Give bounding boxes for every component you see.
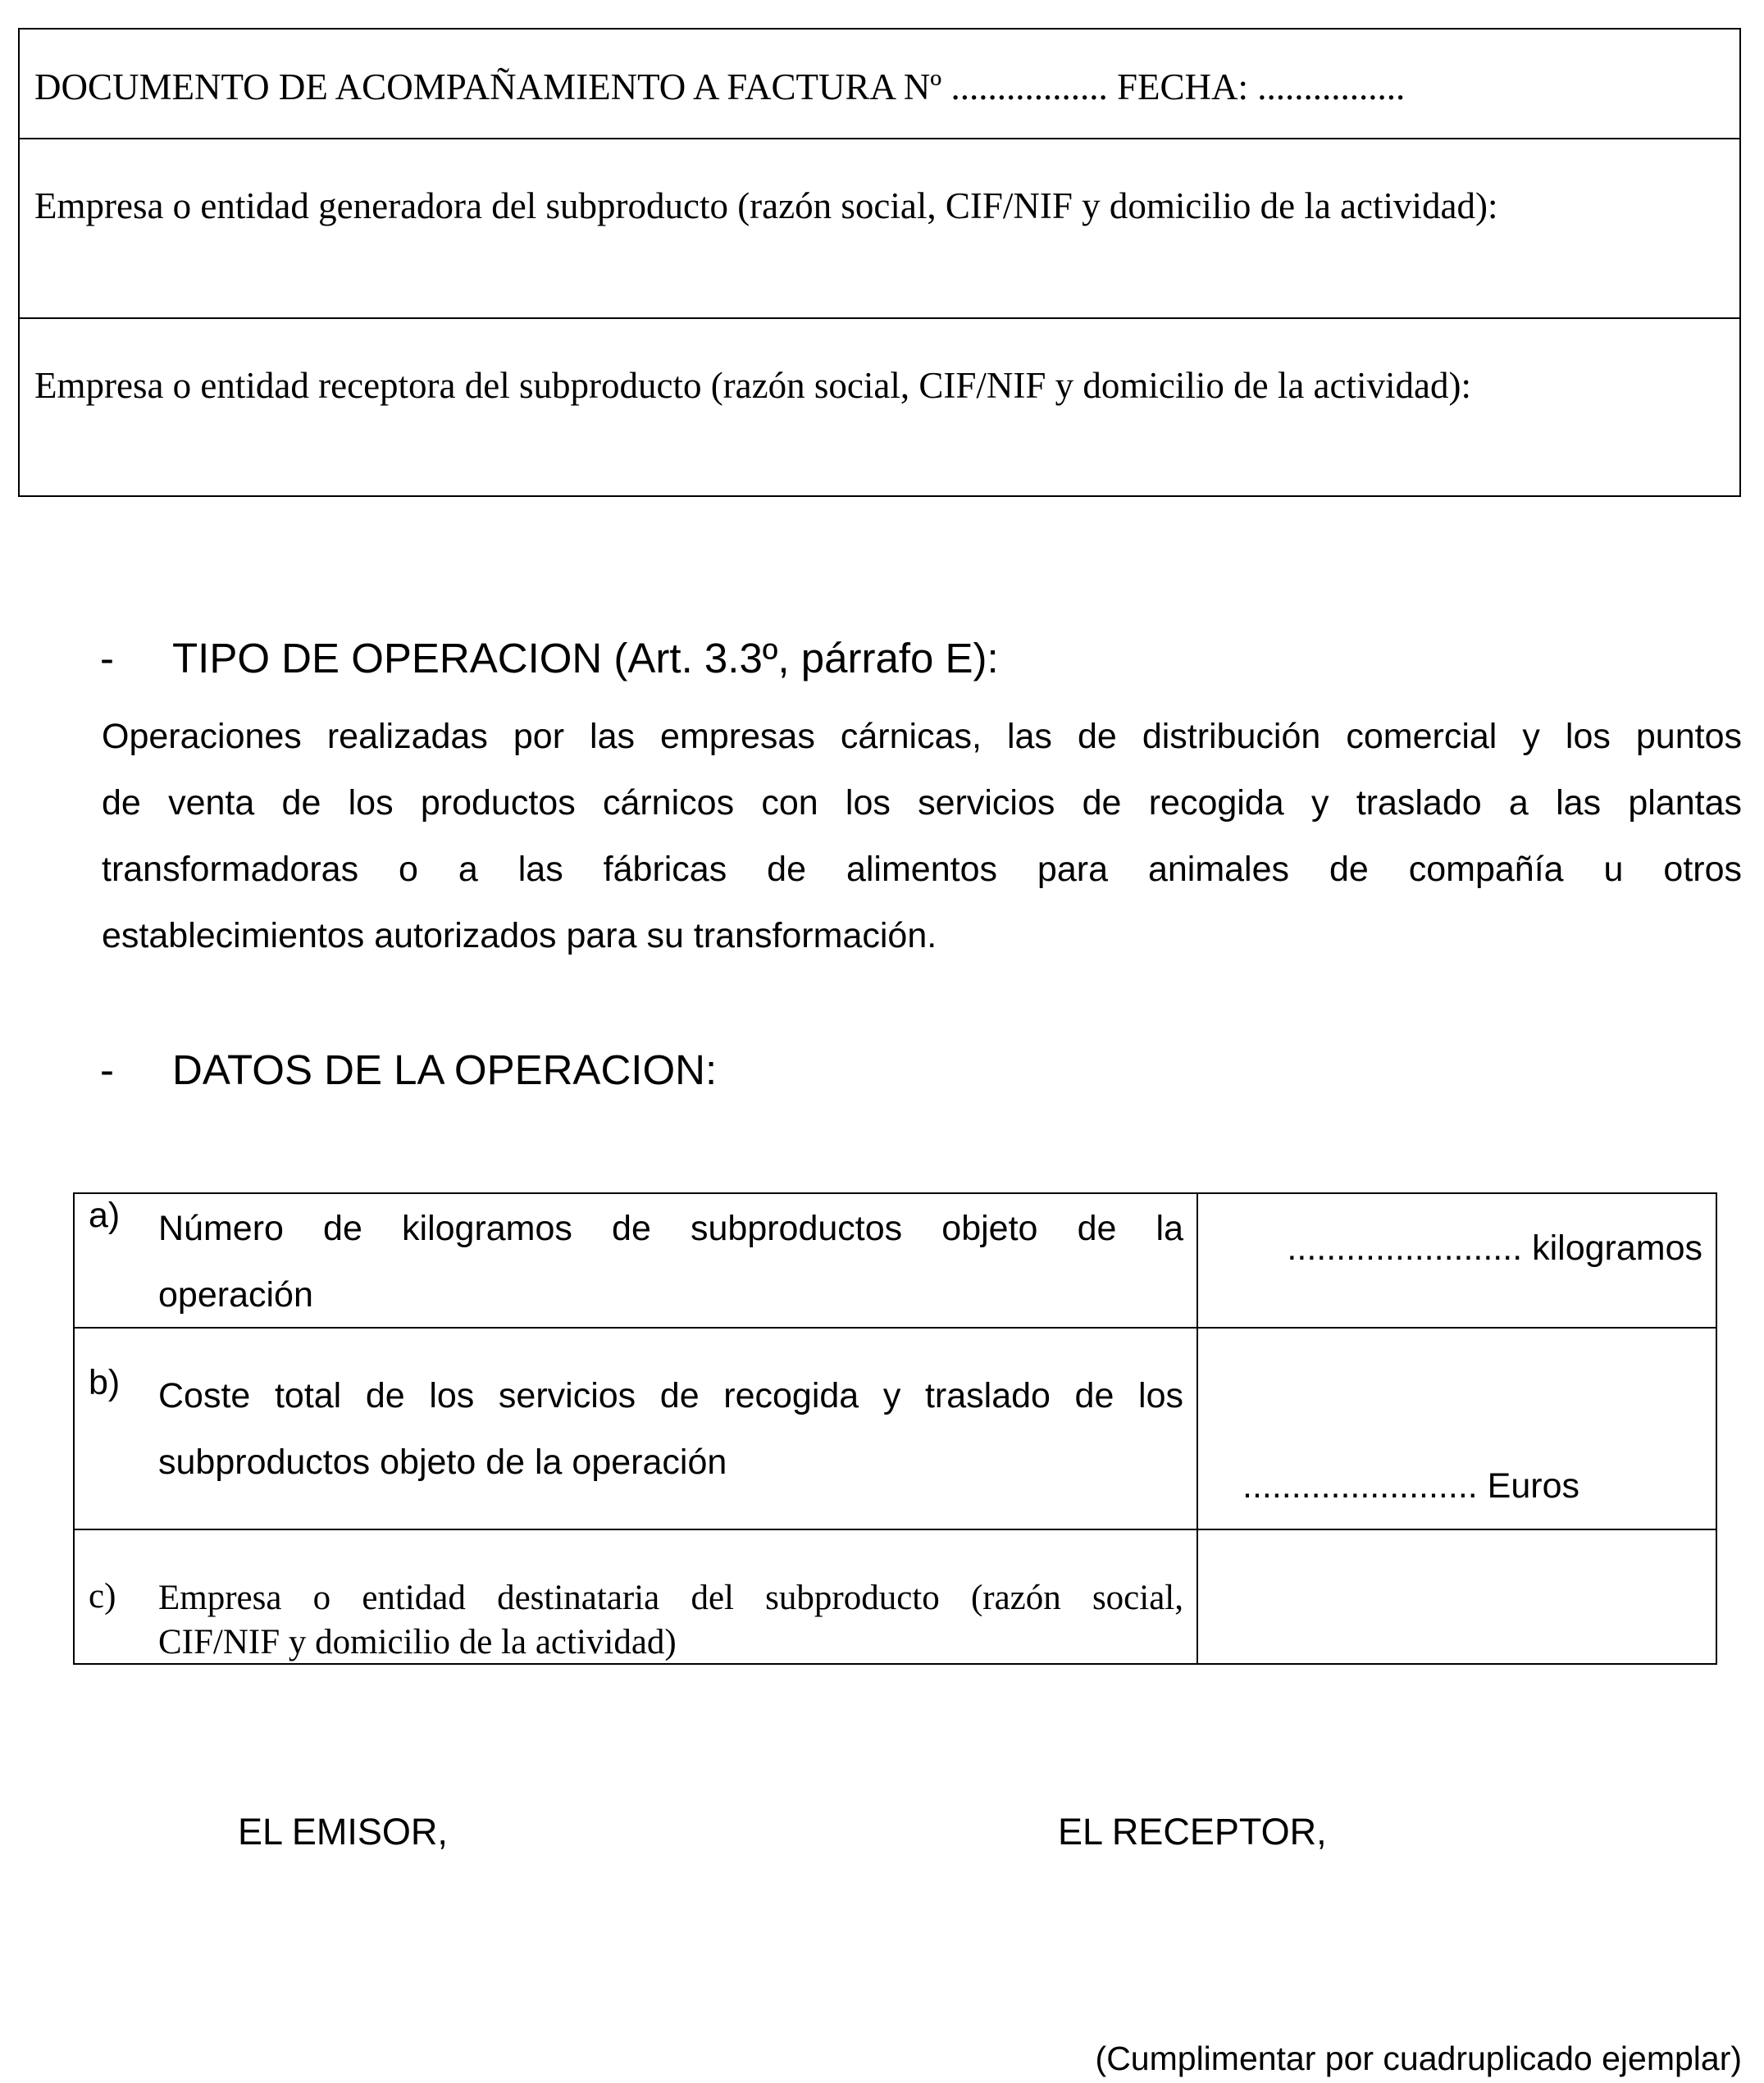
row-letter: a)	[89, 1196, 121, 1235]
invoice-number-row	[20, 30, 1739, 139]
row-description	[158, 1363, 1183, 1496]
receiver-signature-label: EL RECEPTOR,	[1058, 1811, 1327, 1853]
issuer-signature-label: EL EMISOR,	[238, 1811, 448, 1853]
operation-data-title: DATOS DE LA OPERACION:	[172, 1046, 718, 1093]
generating-company-row	[20, 139, 1739, 319]
euros-field[interactable]: ........................ Euros	[1242, 1466, 1579, 1506]
row-description	[158, 1196, 1183, 1329]
table-row	[75, 1329, 1716, 1530]
footnote: (Cumplimentar por cuadruplicado ejemplar)	[1095, 2040, 1742, 2077]
paragraph-line: Operaciones realizadas por las empresas cárnicas, las de distribución comercial y los puntos	[102, 717, 1742, 756]
table-row	[75, 1194, 1716, 1329]
paragraph-line: establecimientos autorizados para su transformación.	[102, 916, 937, 955]
operation-type-paragraph	[102, 704, 1742, 969]
row-description-line: CIF/NIF y domicilio de la actividad)	[158, 1623, 677, 1661]
row-description-line: Empresa o entidad destinataria del subproducto (razón social,	[158, 1579, 1183, 1617]
row-description-line: operación	[158, 1275, 313, 1315]
row-description-line: Número de kilogramos de subproductos objeto de la	[158, 1209, 1183, 1248]
paragraph-line: de venta de los productos cárnicos con los servicios de recogida y traslado a las plantas	[102, 783, 1742, 823]
row-description-line: Coste total de los servicios de recogida y traslado de los	[158, 1376, 1183, 1415]
operation-type-title: TIPO DE OPERACION (Art. 3.3º, párrafo E):	[172, 635, 999, 681]
row-letter: b)	[89, 1363, 121, 1402]
bullet-dash: -	[100, 1046, 114, 1093]
operation-data-table	[73, 1192, 1717, 1665]
row-description	[158, 1576, 1183, 1665]
paragraph-line: transformadoras o a las fábricas de alimentos para animales de compañía u otros	[102, 850, 1742, 889]
generating-company-label: Empresa o entidad generadora del subproducto (razón social, CIF/NIF y domicilio de la actividad):	[34, 185, 1498, 226]
kilograms-field[interactable]: ........................ kilogramos	[1287, 1228, 1702, 1268]
row-description-line: subproductos objeto de la operación	[158, 1443, 727, 1482]
header-box	[18, 28, 1741, 497]
receiving-company-row	[20, 319, 1739, 497]
invoice-number-line: DOCUMENTO DE ACOMPAÑAMIENTO A FACTURA Nº ................. FECHA: ................	[34, 66, 1406, 107]
receiving-company-label: Empresa o entidad receptora del subproducto (razón social, CIF/NIF y domicilio de la actividad):	[34, 365, 1471, 406]
operation-type-heading	[100, 634, 999, 682]
bullet-dash: -	[100, 635, 114, 681]
row-letter: c)	[89, 1577, 116, 1616]
operation-data-heading	[100, 1046, 717, 1094]
table-row	[75, 1530, 1716, 1665]
